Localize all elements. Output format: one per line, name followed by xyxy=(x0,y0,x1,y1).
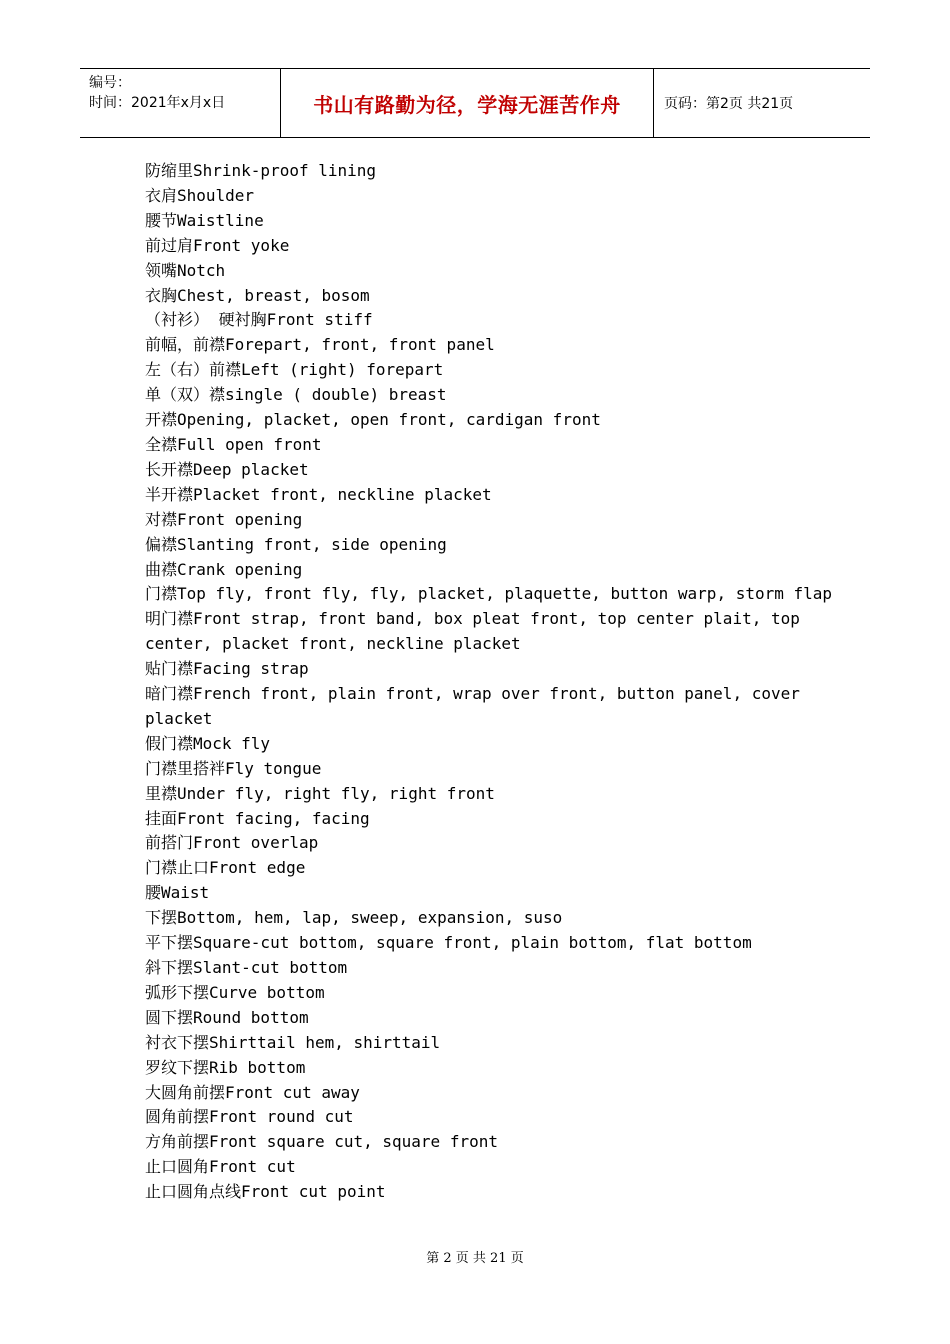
page-info: 页码：第2页 共21页 xyxy=(664,96,794,112)
glossary-entry: 前搭门Front overlap xyxy=(145,833,319,853)
glossary-entry: 门襟止口Front edge xyxy=(145,858,306,878)
glossary-entry: 圆下摆Round bottom xyxy=(145,1007,309,1027)
glossary-entry: 单（双）襟single ( double) breast xyxy=(145,385,447,405)
glossary-entry: 衣肩Shoulder xyxy=(145,185,255,205)
glossary-entry: 开襟Opening, placket, open front, cardigan front xyxy=(145,410,601,430)
glossary-entry: 左（右）前襟Left (right) forepart xyxy=(145,360,444,380)
glossary-entry: 止口圆角点线Front cut point xyxy=(145,1182,386,1202)
glossary-entry: 长开襟Deep placket xyxy=(145,459,309,479)
glossary-entry: 方角前摆Front square cut, square front xyxy=(145,1132,498,1152)
glossary-entry: 防缩里Shrink-proof lining xyxy=(145,161,377,180)
glossary-entry: 偏襟Slanting front, side opening xyxy=(145,534,447,554)
glossary-entry: 对襟Front opening xyxy=(145,509,303,529)
glossary-entry: 罗纹下摆Rib bottom xyxy=(145,1057,306,1077)
glossary-entry: 领嘴Notch xyxy=(145,260,226,280)
header-page-cell xyxy=(654,69,870,137)
glossary-entry: 前过肩Front yoke xyxy=(145,235,290,255)
serial-label: 编号： xyxy=(89,75,131,91)
glossary-entry: 弧形下摆Curve bottom xyxy=(145,982,325,1002)
glossary-entry: 曲襟Crank opening xyxy=(145,559,303,579)
glossary-entry: 衬衣下摆Shirttail hem, shirttail xyxy=(145,1032,441,1052)
glossary-entry: 圆角前摆Front round cut xyxy=(145,1107,354,1127)
page-footer xyxy=(0,1247,950,1266)
header-left-cell xyxy=(80,69,281,137)
glossary-entry: 贴门襟Facing strap xyxy=(145,659,309,679)
header-motto-cell xyxy=(281,69,654,137)
glossary-entry: 腰节Waistline xyxy=(145,210,264,230)
glossary-entry: （衬衫） 硬衬胸Front stiff xyxy=(145,310,373,330)
glossary-entry: 门襟Top fly, front fly, fly, placket, plaquette, button warp, storm flap xyxy=(145,584,833,604)
glossary-entry: 大圆角前摆Front cut away xyxy=(145,1082,360,1102)
glossary-entry: 门襟里搭袢Fly tongue xyxy=(145,758,322,778)
date-label: 时间：2021年x月x日 xyxy=(89,95,226,111)
glossary-entry: 暗门襟French front, plain front, wrap over front, button panel, cover placket xyxy=(145,684,810,728)
glossary-entry: 斜下摆Slant-cut bottom xyxy=(145,958,348,977)
glossary-entry: 前幅，前襟Forepart, front, front panel xyxy=(145,335,495,355)
glossary-entry: 里襟Under fly, right fly, right front xyxy=(145,783,495,803)
footer-page-number: 第 2 页 共 21 页 xyxy=(426,1251,524,1266)
glossary-entry: 挂面Front facing, facing xyxy=(145,808,370,828)
glossary-entry: 腰Waist xyxy=(145,883,210,903)
glossary-entry: 止口圆角Front cut xyxy=(145,1157,296,1177)
glossary-entry: 平下摆Square-cut bottom, square front, plain bottom, flat bottom xyxy=(145,933,752,953)
glossary-entry: 下摆Bottom, hem, lap, sweep, expansion, suso xyxy=(145,908,563,928)
glossary-entry: 明门襟Front strap, front band, box pleat front, top center plait, top center, placket front, neckline placket xyxy=(145,609,810,654)
glossary-list xyxy=(145,159,845,1205)
glossary-entry: 衣胸Chest, breast, bosom xyxy=(145,285,370,305)
motto-text: 书山有路勤为径，学海无涯苦作舟 xyxy=(313,92,621,117)
glossary-entry: 半开襟Placket front, neckline placket xyxy=(145,484,492,504)
glossary-entry: 全襟Full open front xyxy=(145,434,322,454)
glossary-entry: 假门襟Mock fly xyxy=(145,733,271,753)
page-header xyxy=(80,68,870,138)
